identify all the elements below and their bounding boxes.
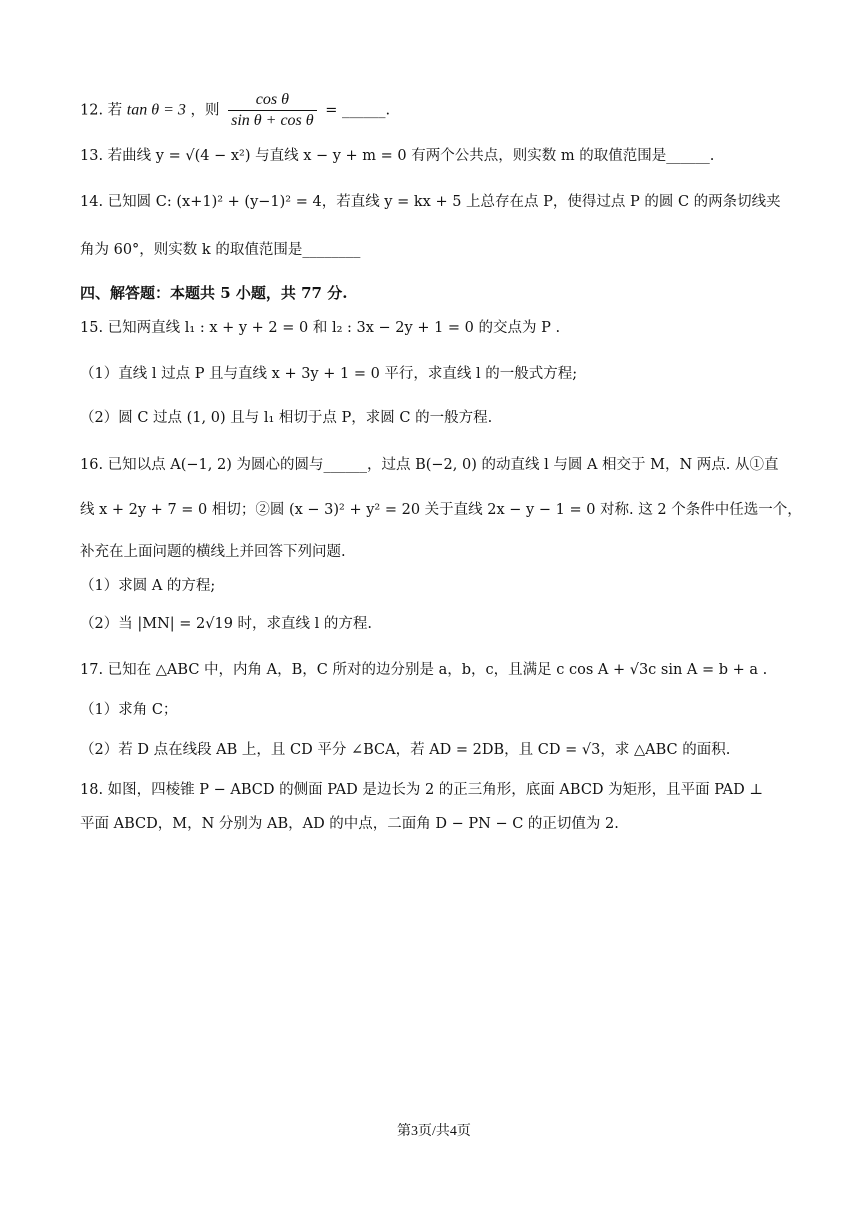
q18-line1: 18. 如图，四棱锥 P − ABCD 的侧面 PAD 是边长为 2 的正三角形，底面 ABCD 为矩形，且平面 PAD ⊥: [80, 782, 764, 798]
q12-fraction: [228, 90, 317, 131]
section-heading: 四、解答题：本题共 5 小题，共 77 分.: [80, 284, 348, 302]
q18-line2: 平面 ABCD，M，N 分别为 AB，AD 的中点，二面角 D − PN − C 的正切值为 2.: [80, 816, 619, 832]
q13-line: 13. 若曲线 y = √(4 − x²) 与直线 x − y + m = 0 有两个公共点，则实数 m 的取值范围是______.: [80, 148, 715, 164]
q12-denominator: sin θ + cos θ: [231, 112, 314, 129]
q14-line1: 14. 已知圆 C: (x+1)² + (y−1)² = 4，若直线 y = kx + 5 上总存在点 P，使得过点 P 的圆 C 的两条切线夹: [80, 194, 781, 210]
q12-line: [80, 90, 390, 131]
q16-part1: （1）求圆 A 的方程;: [80, 578, 216, 594]
q12-prefix: 12. 若: [80, 102, 123, 119]
page-number: 第3页/共4页: [397, 1124, 471, 1139]
q17-part2: （2）若 D 点在线段 AB 上，且 CD 平分 ∠BCA，若 AD = 2DB，且 CD = √3，求 △ABC 的面积.: [80, 742, 731, 758]
q12-condition: tan θ = 3: [126, 101, 186, 119]
q17-part1: （1）求角 C；: [80, 702, 178, 718]
q12-numerator: cos θ: [228, 90, 317, 111]
q16-line1: 16. 已知以点 A(−1, 2) 为圆心的圆与______，过点 B(−2, 0) 的动直线 l 与圆 A 相交于 M，N 两点. 从①直: [80, 457, 779, 473]
q16-line3: 补充在上面问题的横线上并回答下列问题.: [80, 544, 346, 560]
q14-line2: 角为 60°，则实数 k 的取值范围是________: [80, 242, 361, 258]
q12-mid: ，则: [190, 102, 220, 119]
q16-part2: （2）当 |MN| = 2√19 时，求直线 l 的方程.: [80, 616, 372, 632]
q15-part2: （2）圆 C 过点 (1, 0) 且与 l₁ 相切于点 P，求圆 C 的一般方程.: [80, 410, 493, 426]
q12-answer-blank: = ______.: [325, 102, 391, 119]
q15-part1: （1）直线 l 过点 P 且与直线 x + 3y + 1 = 0 平行，求直线 l 的一般式方程;: [80, 366, 578, 382]
q17-stem: 17. 已知在 △ABC 中，内角 A，B，C 所对的边分别是 a，b，c，且满足 c cos A + √3c sin A = b + a .: [80, 662, 768, 678]
q16-line2: 线 x + 2y + 7 = 0 相切；②圆 (x − 3)² + y² = 20 关于直线 2x − y − 1 = 0 对称. 这 2 个条件中任选一个，: [80, 502, 802, 518]
q15-stem: 15. 已知两直线 l₁ : x + y + 2 = 0 和 l₂ : 3x − 2y + 1 = 0 的交点为 P .: [80, 320, 561, 336]
